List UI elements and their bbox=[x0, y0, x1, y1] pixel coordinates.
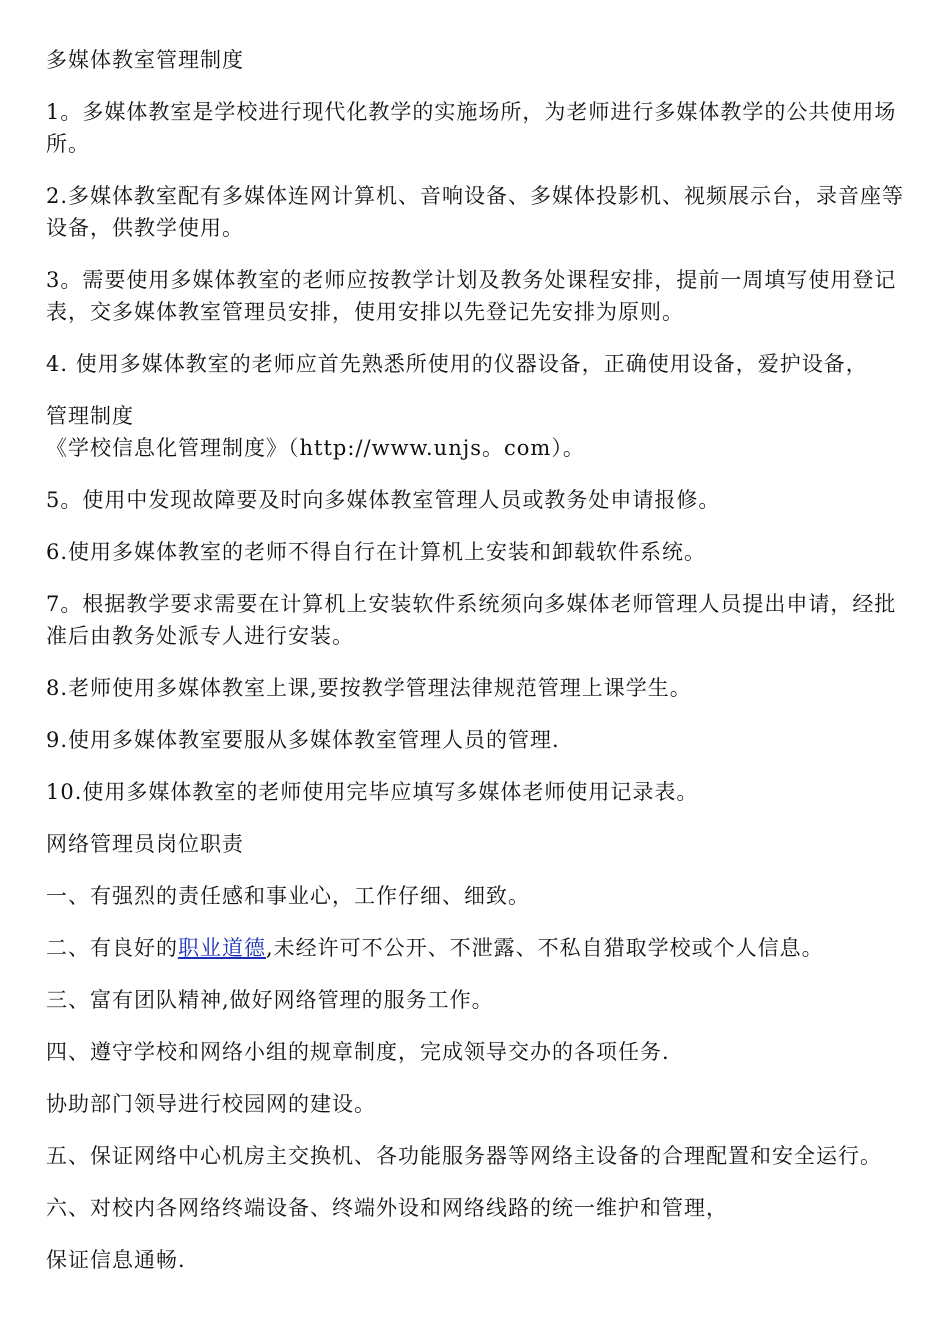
rule-item-5: 5。使用中发现故障要及时向多媒体教室管理人员或教务处申请报修。 bbox=[46, 488, 721, 512]
mid-reference: 《学校信息化管理制度》（http://www.unjs。com）。 bbox=[46, 436, 585, 460]
document-title: 多媒体教室管理制度 bbox=[46, 48, 244, 72]
duty-item-4-continued: 协助部门领导进行校园网的建设。 bbox=[46, 1092, 376, 1116]
duty-item-6-continued: 保证信息通畅. bbox=[46, 1248, 186, 1272]
duty-item-2 bbox=[46, 932, 916, 964]
section-title-network-admin: 网络管理员岗位职责 bbox=[46, 832, 244, 856]
mid-heading: 管理制度 bbox=[46, 404, 134, 428]
rule-item-9: 9.使用多媒体教室要服从多媒体教室管理人员的管理. bbox=[46, 728, 560, 752]
rule-item-3: 3。需要使用多媒体教室的老师应按教学计划及教务处课程安排，提前一周填写使用登记表，交多媒体教室管理员安排，使用安排以先登记先安排为原则。 bbox=[46, 268, 897, 324]
rule-item-1: 1。多媒体教室是学校进行现代化教学的实施场所，为老师进行多媒体教学的公共使用场所。 bbox=[46, 100, 897, 156]
duty-item-2-suffix: ,未经许可不公开、不泄露、不私自猎取学校或个人信息。 bbox=[266, 936, 824, 960]
duty-item-6: 六、对校内各网络终端设备、终端外设和网络线路的统一维护和管理， bbox=[46, 1196, 728, 1220]
rule-item-8: 8.老师使用多媒体教室上课,要按教学管理法律规范管理上课学生。 bbox=[46, 676, 692, 700]
rule-item-4: 4. 使用多媒体教室的老师应首先熟悉所使用的仪器设备，正确使用设备，爱护设备， bbox=[46, 352, 868, 376]
document-page bbox=[46, 44, 916, 1296]
rule-item-7: 7。根据教学要求需要在计算机上安装软件系统须向多媒体老师管理人员提出申请，经批准后由教务处派专人进行安装。 bbox=[46, 592, 897, 648]
rule-item-10: 10.使用多媒体教室的老师使用完毕应填写多媒体老师使用记录表。 bbox=[46, 780, 699, 804]
rule-item-2: 2.多媒体教室配有多媒体连网计算机、音响设备、多媒体投影机、视频展示台，录音座等设备，供教学使用。 bbox=[46, 184, 905, 240]
duty-item-3: 三、富有团队精神,做好网络管理的服务工作。 bbox=[46, 988, 494, 1012]
rule-item-6: 6.使用多媒体教室的老师不得自行在计算机上安装和卸载软件系统。 bbox=[46, 540, 707, 564]
duty-item-2-prefix: 二、有良好的 bbox=[46, 936, 178, 960]
duty-item-4: 四、遵守学校和网络小组的规章制度，完成领导交办的各项任务. bbox=[46, 1040, 670, 1064]
duty-item-5: 五、保证网络中心机房主交换机、各功能服务器等网络主设备的合理配置和安全运行。 bbox=[46, 1144, 882, 1168]
professional-ethics-link[interactable]: 职业道德 bbox=[178, 936, 266, 960]
duty-item-1: 一、有强烈的责任感和事业心，工作仔细、细致。 bbox=[46, 884, 530, 908]
